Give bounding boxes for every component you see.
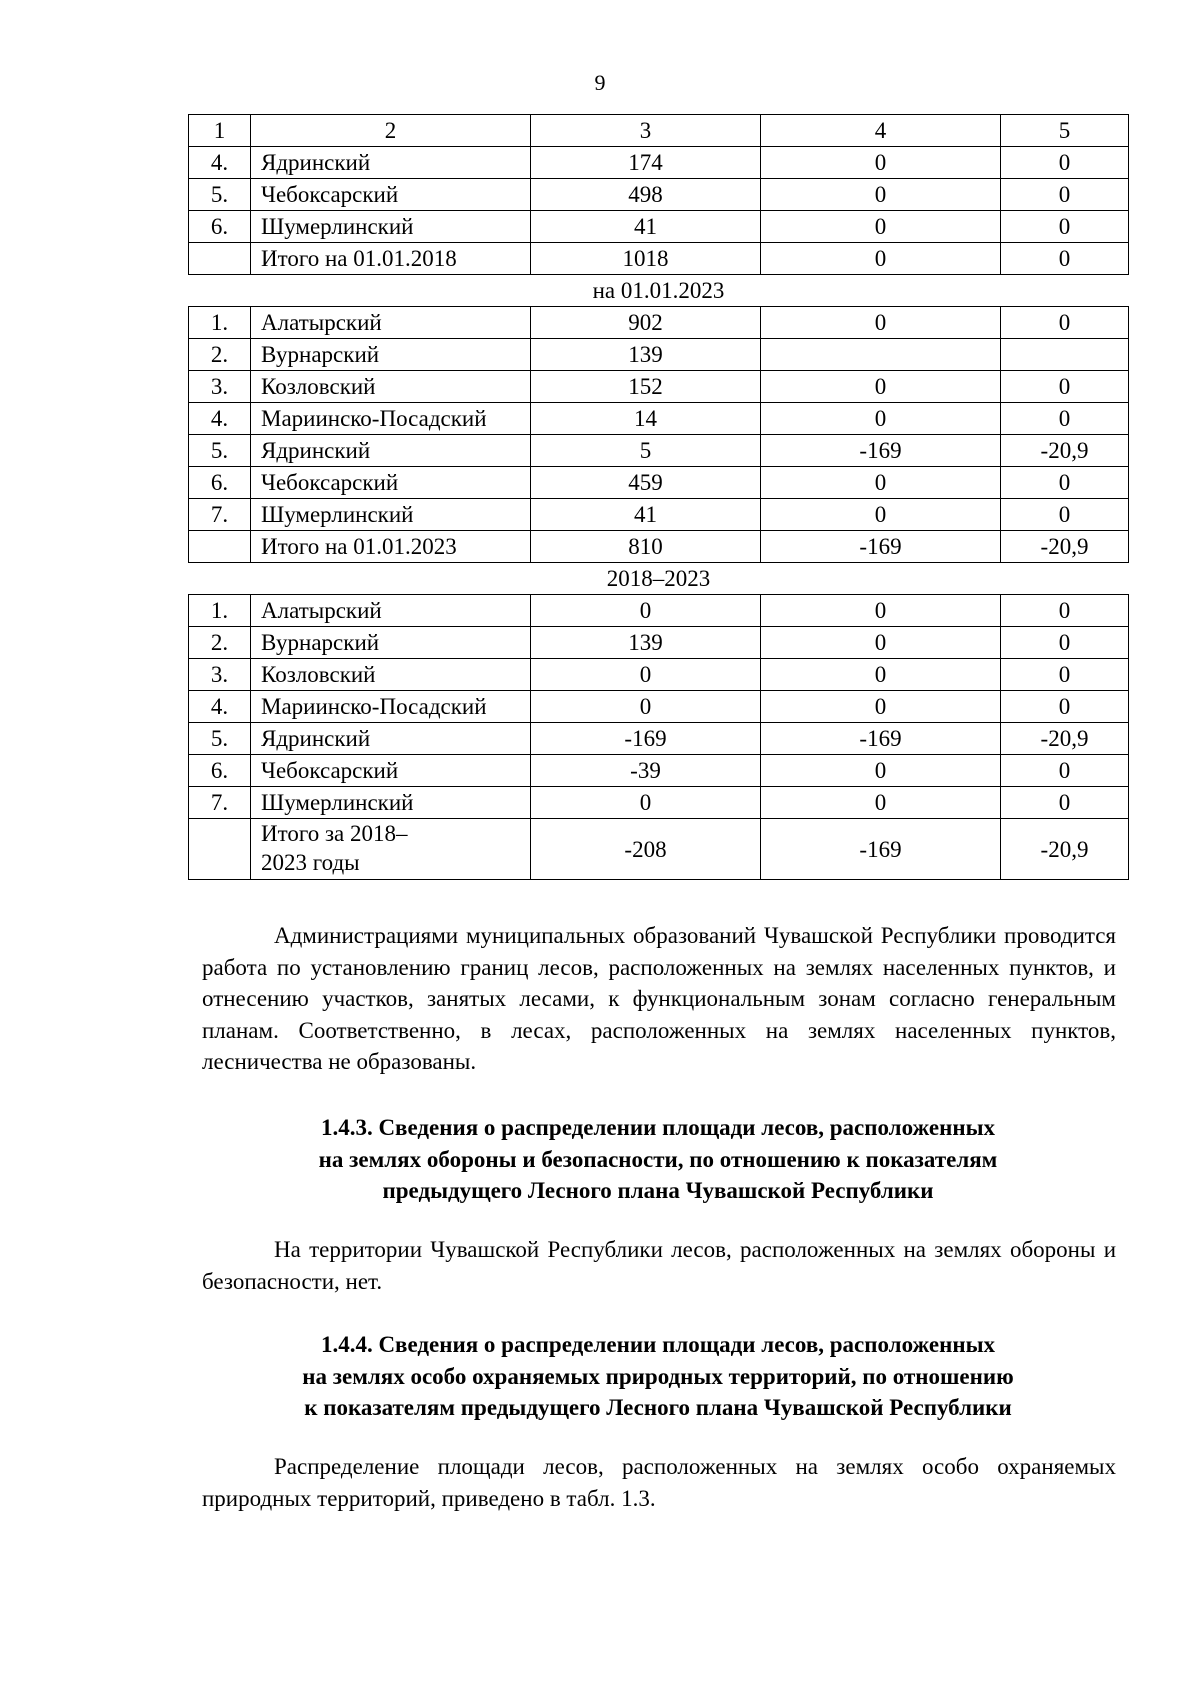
section-heading-1-4-3	[188, 1112, 1128, 1207]
value-col5: 0	[1001, 627, 1129, 659]
district-name: Мариинско-Посадский	[251, 403, 531, 435]
value-col5: 0	[1001, 211, 1129, 243]
district-name: Алатырский	[251, 595, 531, 627]
value-col4: 0	[761, 211, 1001, 243]
total-label-line2: 2023 годы	[261, 850, 360, 875]
district-name: Шумерлинский	[251, 787, 531, 819]
district-name: Шумерлинский	[251, 499, 531, 531]
heading-line: к показателям предыдущего Лесного плана Чувашской Республики	[304, 1395, 1012, 1420]
header-cell: 5	[1001, 115, 1129, 147]
table-total-row	[189, 531, 1129, 563]
district-name: Ядринский	[251, 147, 531, 179]
value-col4: 0	[761, 595, 1001, 627]
value-col5: -20,9	[1001, 819, 1129, 880]
heading-line: 1.4.3. Сведения о распределении площади лесов, расположенных	[320, 1115, 996, 1140]
value-col4: 0	[761, 307, 1001, 339]
row-number: 4.	[189, 147, 251, 179]
value-col5: 0	[1001, 371, 1129, 403]
section-title: на 01.01.2023	[189, 275, 1129, 307]
heading-line: 1.4.4. Сведения о распределении площади лесов, расположенных	[320, 1332, 996, 1357]
table-row	[189, 499, 1129, 531]
row-number: 1.	[189, 307, 251, 339]
header-cell: 4	[761, 115, 1001, 147]
table-row	[189, 179, 1129, 211]
district-name: Алатырский	[251, 307, 531, 339]
section-heading-1-4-4	[188, 1329, 1128, 1424]
value-col4: -169	[761, 819, 1001, 880]
district-name: Чебоксарский	[251, 179, 531, 211]
value-col5: 0	[1001, 403, 1129, 435]
value-col4: 0	[761, 627, 1001, 659]
table-row	[189, 403, 1129, 435]
table-header-row	[189, 115, 1129, 147]
value-col3: -39	[531, 755, 761, 787]
heading-line: предыдущего Лесного плана Чувашской Республики	[382, 1178, 934, 1203]
value-col3: 0	[531, 659, 761, 691]
district-name: Шумерлинский	[251, 211, 531, 243]
table-row	[189, 723, 1129, 755]
row-number: 5.	[189, 179, 251, 211]
value-col5: 0	[1001, 147, 1129, 179]
total-label	[251, 819, 531, 880]
header-cell: 3	[531, 115, 761, 147]
value-col4: -169	[761, 531, 1001, 563]
value-col5: -20,9	[1001, 723, 1129, 755]
heading-line: на землях обороны и безопасности, по отношению к показателям	[318, 1146, 998, 1172]
forest-area-table	[188, 114, 1129, 880]
value-col3: 41	[531, 211, 761, 243]
value-col4: 0	[761, 787, 1001, 819]
district-name: Вурнарский	[251, 339, 531, 371]
row-number	[189, 819, 251, 880]
total-label: Итого на 01.01.2018	[251, 243, 531, 275]
value-col4: 0	[761, 147, 1001, 179]
row-number: 7.	[189, 787, 251, 819]
row-number: 2.	[189, 627, 251, 659]
table-row	[189, 691, 1129, 723]
value-col3: 902	[531, 307, 761, 339]
row-number	[189, 531, 251, 563]
heading-line: на землях особо охраняемых природных территорий, по отношению	[302, 1363, 1014, 1389]
header-cell: 2	[251, 115, 531, 147]
value-col3: 0	[531, 595, 761, 627]
value-col3: -208	[531, 819, 761, 880]
page-number: 9	[594, 70, 606, 95]
value-col3: 139	[531, 627, 761, 659]
district-name: Козловский	[251, 371, 531, 403]
row-number: 6.	[189, 755, 251, 787]
row-number: 3.	[189, 371, 251, 403]
value-col4: 0	[761, 499, 1001, 531]
row-number: 5.	[189, 723, 251, 755]
table-row	[189, 211, 1129, 243]
table-row	[189, 595, 1129, 627]
value-col3: 498	[531, 179, 761, 211]
total-label: Итого на 01.01.2023	[251, 531, 531, 563]
district-name: Козловский	[251, 659, 531, 691]
value-col3: 139	[531, 339, 761, 371]
table-section-row	[189, 563, 1129, 595]
value-col4: 0	[761, 755, 1001, 787]
paragraph-defense-lands: На территории Чувашской Республики лесов, расположенных на землях обороны и безопасности, нет.	[202, 1237, 1116, 1294]
value-col3: 152	[531, 371, 761, 403]
row-number: 1.	[189, 595, 251, 627]
district-name: Чебоксарский	[251, 467, 531, 499]
district-name: Вурнарский	[251, 627, 531, 659]
row-number: 4.	[189, 403, 251, 435]
value-col4	[761, 339, 1001, 371]
table-row	[189, 147, 1129, 179]
value-col5: 0	[1001, 499, 1129, 531]
value-col5: 0	[1001, 691, 1129, 723]
value-col5: 0	[1001, 787, 1129, 819]
table-row	[189, 371, 1129, 403]
value-col3: 0	[531, 691, 761, 723]
value-col5: 0	[1001, 307, 1129, 339]
table-section-row	[189, 275, 1129, 307]
value-col4: 0	[761, 179, 1001, 211]
table-row	[189, 627, 1129, 659]
value-col4: 0	[761, 691, 1001, 723]
row-number: 5.	[189, 435, 251, 467]
table-row	[189, 307, 1129, 339]
table-row	[189, 755, 1129, 787]
value-col3: 5	[531, 435, 761, 467]
value-col3: 41	[531, 499, 761, 531]
value-col3: 0	[531, 787, 761, 819]
value-col4: -169	[761, 723, 1001, 755]
district-name: Ядринский	[251, 435, 531, 467]
section-title: 2018–2023	[189, 563, 1129, 595]
district-name: Ядринский	[251, 723, 531, 755]
value-col3: 1018	[531, 243, 761, 275]
value-col5	[1001, 339, 1129, 371]
value-col4: 0	[761, 467, 1001, 499]
value-col4: 0	[761, 243, 1001, 275]
table-total-row	[189, 819, 1129, 880]
value-col3: 810	[531, 531, 761, 563]
value-col3: 174	[531, 147, 761, 179]
value-col4: 0	[761, 659, 1001, 691]
district-name: Мариинско-Посадский	[251, 691, 531, 723]
table-row	[189, 435, 1129, 467]
value-col5: 0	[1001, 467, 1129, 499]
value-col5: 0	[1001, 755, 1129, 787]
paragraph-protected-areas: Распределение площади лесов, расположенных на землях особо охраняемых природных территорий, приведено в табл. 1.3.	[202, 1454, 1116, 1511]
table-row	[189, 467, 1129, 499]
district-name: Чебоксарский	[251, 755, 531, 787]
table-row	[189, 339, 1129, 371]
row-number: 6.	[189, 467, 251, 499]
value-col5: 0	[1001, 595, 1129, 627]
value-col3: -169	[531, 723, 761, 755]
row-number: 6.	[189, 211, 251, 243]
value-col5: -20,9	[1001, 531, 1129, 563]
value-col5: -20,9	[1001, 435, 1129, 467]
value-col5: 0	[1001, 179, 1129, 211]
table-total-row	[189, 243, 1129, 275]
value-col3: 14	[531, 403, 761, 435]
row-number	[189, 243, 251, 275]
row-number: 7.	[189, 499, 251, 531]
row-number: 2.	[189, 339, 251, 371]
row-number: 4.	[189, 691, 251, 723]
row-number: 3.	[189, 659, 251, 691]
table-row	[189, 787, 1129, 819]
value-col4: -169	[761, 435, 1001, 467]
paragraph-settlements: Администрациями муниципальных образований Чувашской Республики проводится работа по установлению границ лесов, расположенных на землях населенных пунктов, и отнесению участков, занятых лесами, к функциональным зонам согласно генеральным планам. Соответственно, в лесах, расположенных на землях населенных пунктов, лесничества не образованы.	[202, 923, 1116, 1074]
total-label-line1: Итого за 2018–	[261, 821, 408, 847]
value-col5: 0	[1001, 243, 1129, 275]
value-col4: 0	[761, 371, 1001, 403]
value-col4: 0	[761, 403, 1001, 435]
value-col3: 459	[531, 467, 761, 499]
header-cell: 1	[189, 115, 251, 147]
value-col5: 0	[1001, 659, 1129, 691]
table-row	[189, 659, 1129, 691]
